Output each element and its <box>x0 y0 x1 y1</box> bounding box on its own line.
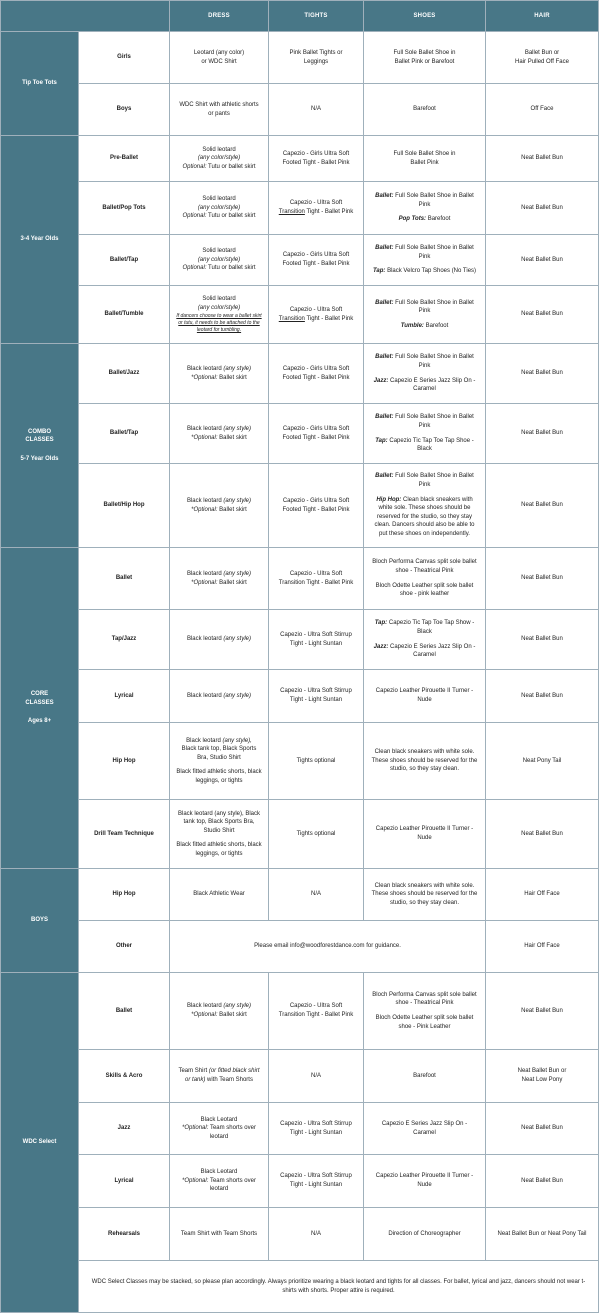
tights-cell: N/A <box>269 1050 364 1103</box>
class-name: Other <box>79 921 170 973</box>
dress-text: Tutu or ballet skirt <box>208 163 256 170</box>
shoes-text: Full Sole Ballet Shoe in Ballet Pink <box>395 473 474 489</box>
optional-label: *Optional: <box>182 1177 209 1184</box>
guidance-cell: Please email info@woodforestdance.com for guidance. <box>170 921 486 973</box>
shoes-cell: Clean black sneakers with white sole. These shoes should be reserved for the studio, so they stay clean. <box>364 723 486 800</box>
dress-cell <box>170 973 269 1050</box>
shoes-cell <box>364 344 486 404</box>
group-label: Ages 8+ <box>27 718 52 725</box>
class-name: Ballet <box>79 973 170 1050</box>
shoes-text: Bloch Odette Leather split sole ballet shoe - pink leather <box>375 582 474 598</box>
tights-cell <box>269 1155 364 1208</box>
dress-cell <box>170 182 269 235</box>
dress-cell <box>170 286 269 344</box>
shoes-label: Tumble: <box>400 322 424 329</box>
tights-cell <box>269 973 364 1050</box>
optional-label: *Optional: <box>182 1125 209 1132</box>
shoes-text: Bloch Performa Canvas split sole ballet shoe - Theatrical Pink <box>372 559 477 574</box>
shoes-cell <box>364 973 486 1050</box>
shoes-text: Caramel <box>413 1129 436 1136</box>
dress-text: Solid leotard <box>202 196 236 203</box>
hair-cell <box>486 1050 599 1103</box>
table-row <box>1 670 599 723</box>
shoes-text: Barefoot <box>427 216 451 223</box>
tights-text: Tight - Light Suntan <box>289 1129 343 1136</box>
table-row <box>1 235 599 286</box>
tights-text: Transition Tight - Ballet Pink <box>278 1012 354 1018</box>
dress-note: If dancers choose to wear a ballet skirt or tutu, it needs to be attached to the leotard for tumbling. <box>176 312 262 333</box>
optional-label: Optional: <box>182 265 207 272</box>
group-label: Tip Toe Tots <box>22 80 57 87</box>
optional-label: Optional: <box>182 213 207 220</box>
class-name: Skills & Acro <box>79 1050 170 1103</box>
tights-text: Capezio - Ultra Soft <box>289 1003 343 1010</box>
dress-text: (any style) <box>223 1003 252 1010</box>
header-row <box>1 1 599 32</box>
header-tights: TIGHTS <box>269 1 364 32</box>
hair-cell: Neat Ballet Bun <box>486 1103 599 1155</box>
dress-text: Ballet skirt <box>219 506 247 513</box>
table-row <box>1 548 599 610</box>
tights-text: Capezio - Ultra Soft <box>289 570 343 577</box>
shoes-label: Jazz: <box>373 377 389 384</box>
dress-text: Ballet skirt <box>219 1012 247 1018</box>
hair-cell: Hair Off Face <box>486 869 599 921</box>
dress-text: (any style) <box>223 365 252 372</box>
table-row <box>1 286 599 344</box>
tights-text: Capezio - Girls Ultra Soft <box>282 252 350 259</box>
hair-cell: Neat Ballet Bun <box>486 182 599 235</box>
tights-text: Footed Tight - Ballet Pink <box>282 506 350 513</box>
table-row <box>1 610 599 670</box>
shoes-label: Ballet: <box>375 193 394 200</box>
dress-text: Ballet skirt <box>219 374 247 381</box>
tights-cell <box>269 182 364 235</box>
tights-text: Transition <box>278 209 305 215</box>
shoes-label: Jazz: <box>373 643 389 650</box>
dress-text: (or fitted black shirt or tank) <box>185 1068 260 1083</box>
shoes-cell: Direction of Choreographer <box>364 1208 486 1261</box>
table-row <box>1 344 599 404</box>
class-name: Ballet/Tap <box>79 404 170 464</box>
shoes-text: Bloch Performa Canvas split sole ballet shoe - Theatrical Pink <box>372 991 477 1007</box>
shoes-label: Pop Tots: <box>398 216 427 223</box>
group-label: WDC Select <box>22 1139 57 1146</box>
tights-text: Footed Tight - Ballet Pink <box>282 434 350 441</box>
tights-cell: N/A <box>269 1208 364 1261</box>
shoes-cell <box>364 182 486 235</box>
shoes-text: Nude <box>417 697 432 703</box>
table-row <box>1 800 599 869</box>
shoes-text: Bloch Odette Leather split sole ballet shoe - Pink Leather <box>375 1015 474 1030</box>
tights-cell <box>269 404 364 464</box>
tights-text: Capezio - Ultra Soft Stirrup <box>280 1173 352 1180</box>
shoes-label: Tap: <box>372 268 386 275</box>
tights-text: Tight - Ballet Pink <box>306 209 354 215</box>
hair-cell: Neat Ballet Bun <box>486 344 599 404</box>
hair-cell: Neat Ballet Bun <box>486 286 599 344</box>
dress-cell <box>170 404 269 464</box>
dress-text: Ballet skirt <box>219 434 247 441</box>
dress-text: Solid leotard <box>202 248 236 255</box>
shoes-text: Capezio Tic Tap Toe Tap Shoe - Black <box>389 437 474 453</box>
tights-text: Tight - Light Suntan <box>289 697 343 703</box>
hair-cell: Neat Ballet Bun <box>486 610 599 670</box>
table-row <box>1 869 599 921</box>
dress-text: Tutu or ballet skirt <box>208 265 256 272</box>
hair-cell: Neat Ballet Bun <box>486 1155 599 1208</box>
dress-text: or WDC Shirt <box>201 58 237 65</box>
tights-text: Tight - Light Suntan <box>289 1182 343 1188</box>
optional-label: Optional: <box>182 163 207 170</box>
dress-text: (any style) <box>223 636 252 643</box>
shoes-cell <box>364 286 486 344</box>
dress-text: Black leotard <box>186 570 222 577</box>
shoes-cell: Barefoot <box>364 84 486 136</box>
optional-label: *Optional: <box>191 579 218 586</box>
table-row <box>1 1155 599 1208</box>
dress-text: Solid leotard <box>202 296 236 303</box>
shoes-cell <box>364 610 486 670</box>
tights-text: Capezio - Girls Ultra Soft <box>282 425 350 432</box>
tights-text: Capezio - Ultra Soft Stirrup <box>280 688 352 695</box>
tights-text: Footed Tight - Ballet Pink <box>282 159 350 166</box>
tights-text: Capezio - Ultra Soft Stirrup <box>280 631 352 638</box>
tights-text: Tight - Light Suntan <box>289 640 343 647</box>
dress-text: (any style) <box>223 692 252 699</box>
tights-cell: Tights optional <box>269 723 364 800</box>
shoes-cell <box>364 235 486 286</box>
group-combo-classes <box>1 344 79 548</box>
shoes-text: Full Sole Ballet Shoe in <box>393 150 456 157</box>
hair-cell: Neat Pony Tail <box>486 723 599 800</box>
shoes-text: Full Sole Ballet Shoe in Ballet Pink <box>395 193 474 208</box>
shoes-cell: Barefoot <box>364 1050 486 1103</box>
dress-text: Black Leotard <box>200 1169 238 1176</box>
group-label: 5-7 Year Olds <box>20 455 59 462</box>
group-label: CORE <box>30 691 49 698</box>
shoes-cell <box>364 800 486 869</box>
group-label: 3-4 Year Olds <box>20 236 59 243</box>
dress-text: Team shorts over leotard <box>209 1177 256 1193</box>
tights-cell <box>269 286 364 344</box>
tights-text: Capezio - Ultra Soft <box>289 306 343 313</box>
hair-cell <box>486 32 599 84</box>
dress-text: Solid leotard <box>202 146 236 153</box>
group-3-4-year-olds <box>1 136 79 344</box>
hair-cell: Neat Ballet Bun <box>486 136 599 182</box>
dress-text: Ballet skirt <box>219 579 247 586</box>
table-row <box>1 136 599 182</box>
shoes-text: Ballet Pink <box>410 159 439 166</box>
group-label: CLASSES <box>25 699 54 706</box>
class-name: Pre-Ballet <box>79 136 170 182</box>
shoes-cell <box>364 464 486 548</box>
dress-cell <box>170 344 269 404</box>
class-name: Ballet/Jazz <box>79 344 170 404</box>
dress-cell <box>170 235 269 286</box>
dress-text: Tutu or ballet skirt <box>208 213 256 220</box>
shoes-cell <box>364 1103 486 1155</box>
dress-text: (any style), <box>222 737 252 744</box>
dress-text: Team Shirt <box>178 1068 208 1075</box>
hair-cell: Neat Ballet Bun <box>486 464 599 548</box>
shoes-text: Full Sole Ballet Shoe in <box>393 49 456 56</box>
class-name: Hip Hop <box>79 723 170 800</box>
shoes-cell <box>364 32 486 84</box>
shoes-label: Tap: <box>374 620 388 627</box>
tights-text: Pink Ballet Tights or <box>289 49 343 56</box>
hair-text: Neat Ballet Bun or <box>517 1068 567 1075</box>
optional-label: *Optional: <box>191 1012 218 1018</box>
dress-text: Black tank top, Black Sports Bra, Studio Shirt <box>181 746 257 761</box>
dress-text: or pants <box>208 110 230 117</box>
dress-text: Black leotard <box>186 1003 222 1010</box>
dress-text: Black leotard <box>186 365 222 372</box>
shoes-cell <box>364 670 486 723</box>
dress-text: (any color/style) <box>197 305 241 311</box>
header-hair: HAIR <box>486 1 599 32</box>
shoes-text: Capezio Tic Tap Toe Tap Show - Black <box>388 620 475 635</box>
hair-cell: Neat Ballet Bun <box>486 404 599 464</box>
shoes-text: Nude <box>417 835 432 841</box>
hair-cell: Neat Ballet Bun <box>486 973 599 1050</box>
table-row <box>1 1208 599 1261</box>
dress-text: Black Leotard <box>200 1116 238 1123</box>
shoes-text: Full Sole Ballet Shoe in Ballet Pink <box>395 354 474 369</box>
class-name: Hip Hop <box>79 869 170 921</box>
shoes-label: Ballet: <box>375 299 394 306</box>
dress-cell: Team Shirt with Team Shorts <box>170 1208 269 1261</box>
hair-text: Ballet Bun or <box>524 49 560 56</box>
tights-text: Capezio - Girls Ultra Soft <box>282 365 350 372</box>
shoes-text: Capezio E Series Jazz Slip On - Caramel <box>389 377 476 393</box>
group-label: CLASSES <box>25 437 54 444</box>
dress-cell <box>170 548 269 610</box>
dress-text: Black leotard (any style), Black tank top, Black Sports Bra, Studio Shirt <box>177 810 261 834</box>
tights-cell: N/A <box>269 84 364 136</box>
table-row <box>1 1103 599 1155</box>
optional-label: *Optional: <box>191 374 218 381</box>
class-name: Ballet/Tap <box>79 235 170 286</box>
tights-text: Leggings <box>303 58 329 65</box>
group-core-classes <box>1 548 79 869</box>
shoes-text: Capezio Leather Pirouette II Turner - <box>375 1173 474 1180</box>
tights-text: Capezio - Girls Ultra Soft <box>282 150 350 157</box>
shoes-label: Ballet: <box>375 473 394 480</box>
group-label: COMBO <box>28 428 51 435</box>
shoes-label: Ballet: <box>375 414 394 421</box>
class-name: Ballet/Tumble <box>79 286 170 344</box>
tights-text: Tight - Ballet Pink <box>306 315 354 322</box>
shoes-text: Full Sole Ballet Shoe in Ballet Pink <box>395 299 474 315</box>
dress-cell <box>170 800 269 869</box>
tights-text: Capezio - Ultra Soft <box>289 200 343 207</box>
dress-cell <box>170 1103 269 1155</box>
table-row <box>1 1261 599 1313</box>
class-name: Girls <box>79 32 170 84</box>
group-boys <box>1 869 79 973</box>
shoes-cell <box>364 548 486 610</box>
table-row <box>1 973 599 1050</box>
dress-cell <box>170 464 269 548</box>
shoes-text: Clean black sneakers with white sole. These shoes should be reserved for the studio, so they stay clean. Dancers should also be able to put these shoes on independently. <box>374 496 475 537</box>
table-row <box>1 84 599 136</box>
dress-text: Black leotard <box>186 425 222 432</box>
optional-label: *Optional: <box>191 506 218 513</box>
hair-cell: Neat Ballet Bun <box>486 670 599 723</box>
dress-text: (any color/style) <box>197 256 241 263</box>
dress-text: (any color/style) <box>197 155 241 162</box>
shoes-text: Capezio Leather Pirouette II Turner - <box>375 688 474 695</box>
class-name: Tap/Jazz <box>79 610 170 670</box>
shoes-label: Ballet: <box>375 245 394 252</box>
tights-cell <box>269 1103 364 1155</box>
dress-cell <box>170 670 269 723</box>
dress-text: Black leotard <box>186 692 222 699</box>
tights-text: Capezio - Ultra Soft Stirrup <box>280 1120 352 1127</box>
hair-text: Neat Low Pony <box>521 1077 563 1083</box>
dress-text: WDC Shirt with athletic shorts <box>179 101 259 108</box>
tights-cell <box>269 235 364 286</box>
hair-cell: Neat Ballet Bun <box>486 235 599 286</box>
tights-cell <box>269 136 364 182</box>
tights-cell <box>269 344 364 404</box>
tights-cell <box>269 610 364 670</box>
group-wdc-select <box>1 973 79 1313</box>
header-corner <box>1 1 170 32</box>
shoes-text: Full Sole Ballet Shoe in Ballet Pink <box>395 245 474 260</box>
dress-text: (any color/style) <box>197 204 241 211</box>
dress-text: Leotard (any color) <box>193 49 245 56</box>
group-label: BOYS <box>30 917 48 924</box>
header-dress: DRESS <box>170 1 269 32</box>
hair-cell: Neat Ballet Bun <box>486 800 599 869</box>
optional-label: *Optional: <box>191 434 218 441</box>
tights-text: Capezio - Girls Ultra Soft <box>282 497 350 504</box>
hair-text: Hair Pulled Off Face <box>515 58 569 65</box>
dress-text: Black leotard <box>186 737 221 744</box>
dress-text: (any style) <box>223 425 252 432</box>
dress-text: Black fitted athletic shorts, black leggings, or tights <box>176 842 262 857</box>
dress-cell <box>170 1050 269 1103</box>
dress-text: (any style) <box>223 497 252 504</box>
shoes-cell <box>364 404 486 464</box>
dress-cell <box>170 1155 269 1208</box>
class-name: Ballet/Hip Hop <box>79 464 170 548</box>
shoes-cell <box>364 136 486 182</box>
shoes-text: Capezio Leather Pirouette II Turner - <box>375 826 474 833</box>
hair-cell: Neat Ballet Bun or Neat Pony Tail <box>486 1208 599 1261</box>
dress-text: Black leotard <box>186 636 222 643</box>
tights-cell <box>269 32 364 84</box>
shoes-label: Tap: <box>375 437 388 444</box>
shoes-label: Hip Hop: <box>376 496 402 503</box>
class-name: Jazz <box>79 1103 170 1155</box>
shoes-text: Capezio E Series Jazz Slip On - Caramel <box>389 643 476 659</box>
shoes-text: Ballet Pink or Barefoot <box>394 58 455 65</box>
dress-text: Team shorts over leotard <box>209 1125 256 1140</box>
class-name: Ballet/Pop Tots <box>79 182 170 235</box>
shoes-text: Black Velcro Tap Shoes (No Ties) <box>387 268 477 275</box>
tights-cell <box>269 670 364 723</box>
dress-cell <box>170 723 269 800</box>
dress-cell: Black Athletic Wear <box>170 869 269 921</box>
dress-cell <box>170 84 269 136</box>
tights-text: Footed Tight - Ballet Pink <box>282 374 350 381</box>
class-name: Lyrical <box>79 670 170 723</box>
hair-cell: Hair Off Face <box>486 921 599 973</box>
shoes-text: Nude <box>417 1182 432 1188</box>
hair-cell: Off Face <box>486 84 599 136</box>
dress-text: with Team Shorts <box>207 1077 253 1083</box>
wdc-select-note: WDC Select Classes may be stacked, so please plan accordingly. Always prioritize wearing a black leotard and tights for all classes. For ballet, lyrical and jazz, dancers should not wear t-shirts with shorts. Proper attire is required. <box>79 1261 599 1313</box>
dress-cell <box>170 32 269 84</box>
tights-text: Footed Tight - Ballet Pink <box>282 261 350 267</box>
hair-cell: Neat Ballet Bun <box>486 548 599 610</box>
shoes-text: Full Sole Ballet Shoe in Ballet Pink <box>395 414 474 429</box>
dress-cell <box>170 136 269 182</box>
table-row <box>1 182 599 235</box>
dress-text: Black fitted athletic shorts, black leggings, or tights <box>176 769 262 784</box>
table-row <box>1 464 599 548</box>
shoes-label: Ballet: <box>375 354 394 361</box>
table-row <box>1 723 599 800</box>
class-name: Drill Team Technique <box>79 800 170 869</box>
table-row <box>1 921 599 973</box>
shoes-cell: Clean black sneakers with white sole. These shoes should be reserved for the studio, so they stay clean. <box>364 869 486 921</box>
class-name: Ballet <box>79 548 170 610</box>
class-name: Boys <box>79 84 170 136</box>
tights-cell <box>269 548 364 610</box>
tights-text: Transition <box>278 315 305 322</box>
dress-text: (any style) <box>223 570 252 577</box>
table-row <box>1 404 599 464</box>
shoes-cell <box>364 1155 486 1208</box>
table-row <box>1 32 599 84</box>
table-row <box>1 1050 599 1103</box>
shoes-text: Barefoot <box>425 322 449 329</box>
tights-text: Transition Tight - Ballet Pink <box>278 579 354 586</box>
dress-text: Black leotard <box>186 497 222 504</box>
tights-cell <box>269 464 364 548</box>
dress-cell <box>170 610 269 670</box>
class-name: Rehearsals <box>79 1208 170 1261</box>
class-name: Lyrical <box>79 1155 170 1208</box>
tights-cell: N/A <box>269 869 364 921</box>
tights-cell: Tights optional <box>269 800 364 869</box>
shoes-text: Capezio E Series Jazz Slip On - <box>381 1120 468 1127</box>
group-tip-toe-tots <box>1 32 79 136</box>
header-shoes: SHOES <box>364 1 486 32</box>
